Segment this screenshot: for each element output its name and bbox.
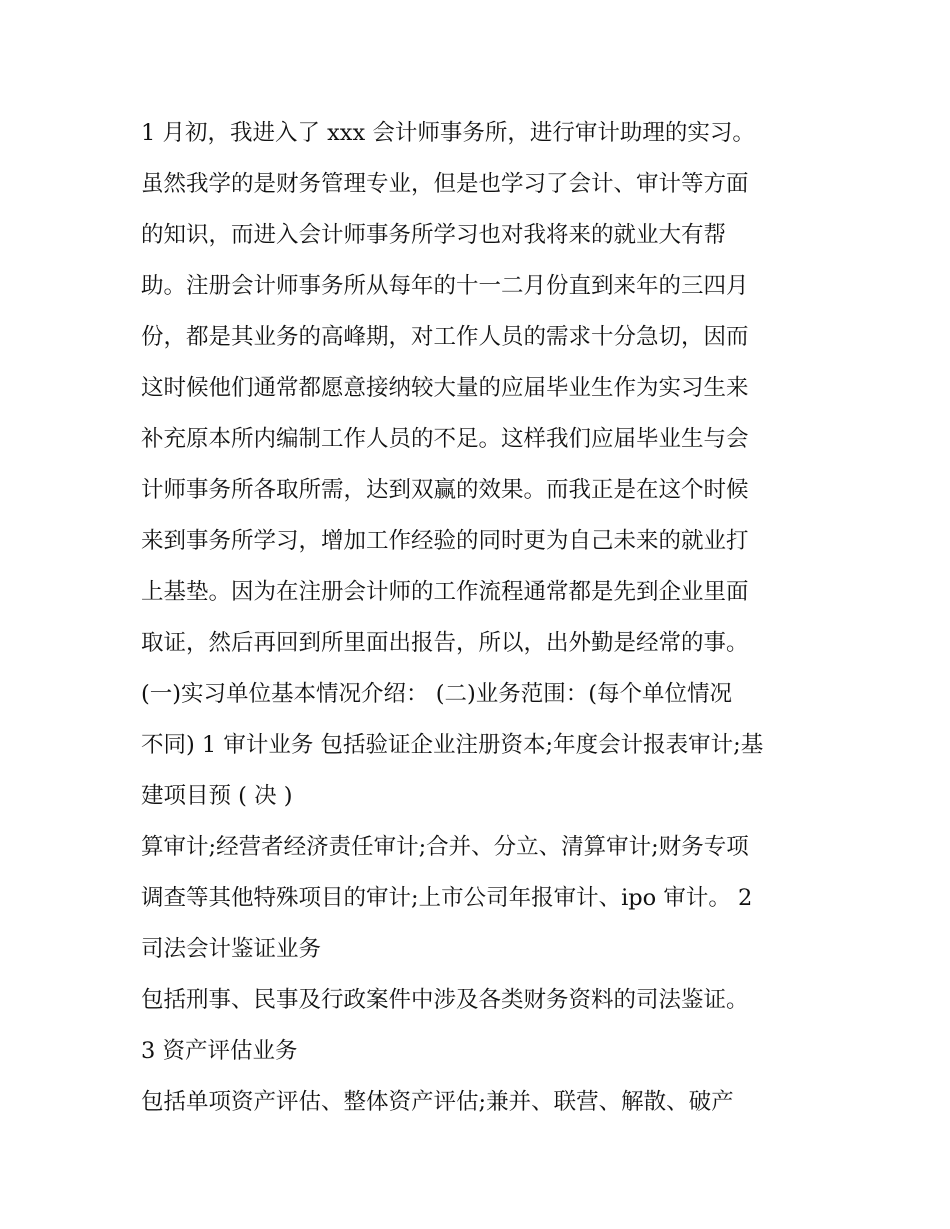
text-line: 包括单项资产评估、整体资产评估;兼并、联营、解散、破产 (141, 1089, 734, 1115)
text-line: 来到事务所学习，增加工作经验的同时更为自己未来的就业打 (141, 528, 749, 554)
text-line: 建项目预 ( 决 ) (141, 783, 293, 809)
text-line: 3 资产评估业务 (141, 1038, 298, 1064)
text-line: 助。注册会计师事务所从每年的十一二月份直到来年的三四月 (141, 273, 749, 299)
document-body (141, 108, 821, 1128)
text-line: 包括刑事、民事及行政案件中涉及各类财务资料的司法鉴证。 (141, 987, 749, 1013)
text-line: 计师事务所各取所需，达到双赢的效果。而我正是在这个时候 (141, 477, 749, 503)
text-line: 份，都是其业务的高峰期，对工作人员的需求十分急切，因而 (141, 324, 749, 350)
text-line: 调查等其他特殊项目的审计;上市公司年报审计、ipo 审计。 2 (141, 885, 753, 911)
text-line: 上基垫。因为在注册会计师的工作流程通常都是先到企业里面 (141, 579, 749, 605)
text-line: 1 月初，我进入了 xxx 会计师事务所，进行审计助理的实习。 (141, 120, 755, 146)
text-line: (一)实习单位基本情况介绍： (二)业务范围：(每个单位情况 (141, 681, 733, 707)
text-line: 补充原本所内编制工作人员的不足。这样我们应届毕业生与会 (141, 426, 749, 452)
text-line: 司法会计鉴证业务 (141, 936, 322, 962)
text-line: 这时候他们通常都愿意接纳较大量的应届毕业生作为实习生来 (141, 375, 749, 401)
text-line: 不同) 1 审计业务 包括验证企业注册资本;年度会计报表审计;基 (141, 732, 764, 758)
text-line: 取证，然后再回到所里面出报告，所以，出外勤是经常的事。 (141, 630, 749, 656)
text-line: 算审计;经营者经济责任审计;合并、分立、清算审计;财务专项 (141, 834, 749, 860)
text-line: 虽然我学的是财务管理专业，但是也学习了会计、审计等方面 (141, 171, 749, 197)
text-line: 的知识，而进入会计师事务所学习也对我将来的就业大有帮 (141, 222, 727, 248)
